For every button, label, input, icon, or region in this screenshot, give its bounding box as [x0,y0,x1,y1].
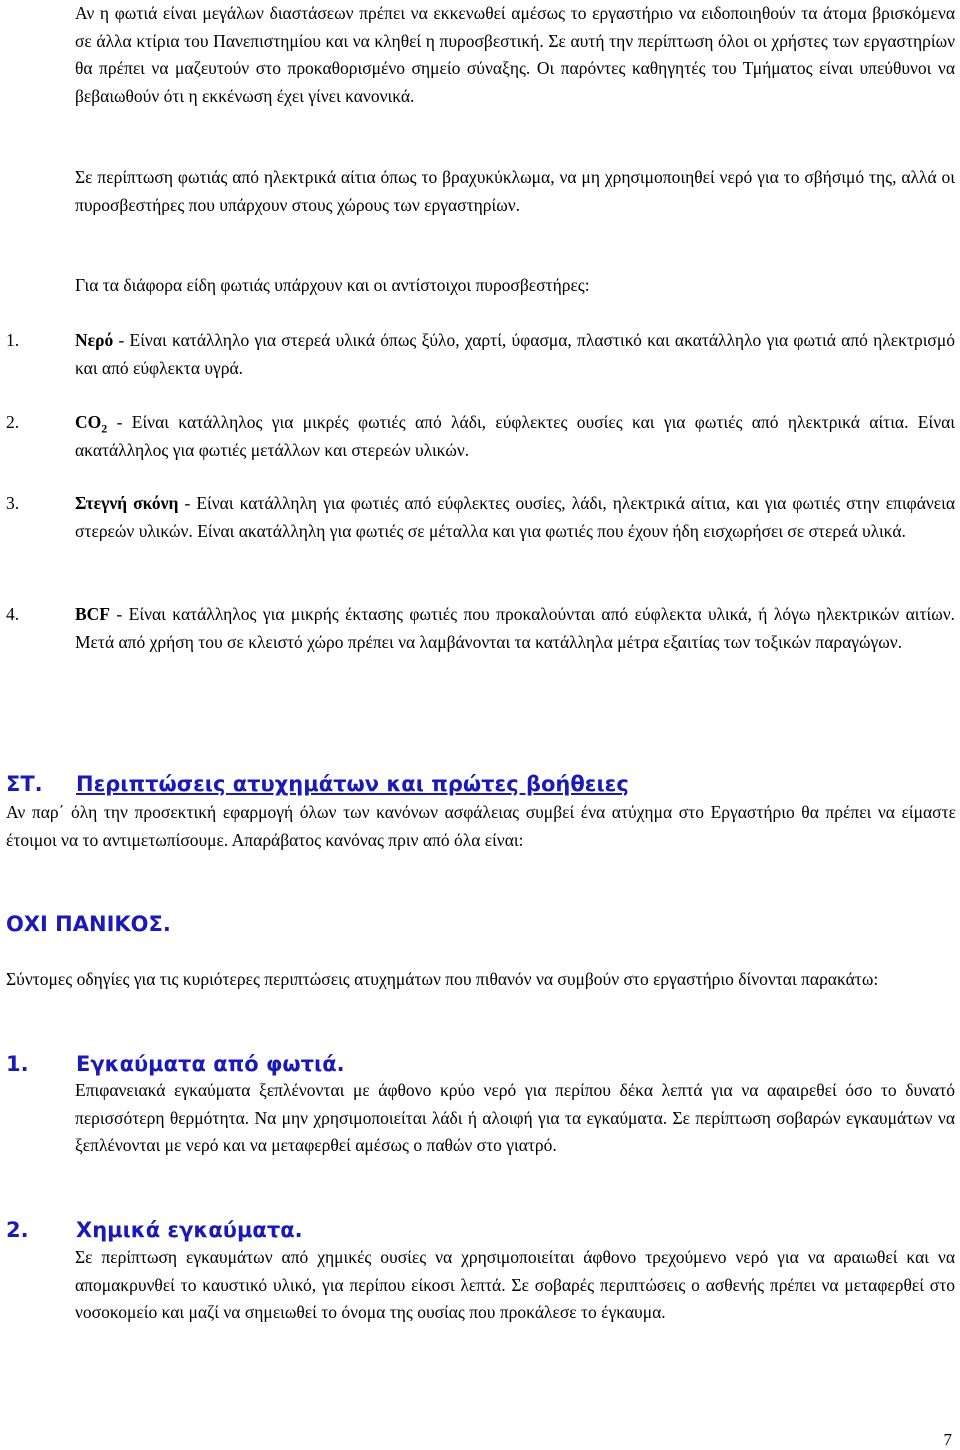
extinguisher-description: - Είναι κατάλληλος για μικρής έκτασης φωτιές που προκαλούνται από εύφλεκτα υλικά, ή λόγω ηλεκτρικών αιτίων. Μετά από χρήση του σε κλειστό χώρο πρέπει να λαμβάνονται τα κατάλληλα μέτρα εξαιτίας των τοξικών παραγώγων. [75,604,955,652]
case-heading: 2. Χημικά εγκαύματα. [6,1218,303,1242]
instructions-paragraph: Σύντομες οδηγίες για τις κυριότερες περιπτώσεις ατυχημάτων που πιθανόν να συμβούν στο εργαστήριο δίνονται παρακάτω: [6,969,879,989]
case-heading: 1. Εγκαύματα από φωτιά. [6,1052,345,1076]
list-item-text [75,490,955,545]
list-item-text [75,601,955,656]
list-item-text [75,327,955,382]
case-text: Σε περίπτωση εγκαυμάτων από χημικές ουσίες να χρησιμοποιείται άφθονο τρεχούμενο νερό για να αραιωθεί και να απομακρυνθεί το καυστικό υλικό, για περίπου είκοσι λεπτά. Σε σοβαρές περιπτώσεις ο ασθενής πρέπει να μεταφερθεί στο νοσοκομείο και μαζί να σημειωθεί το όνομα της ουσίας που προκάλεσε το έγκαυμα. [75,1247,955,1322]
no-panic-rule: ΟΧΙ ΠΑΝΙΚΟΣ. [6,912,171,936]
electrical-fire-paragraph: Σε περίπτωση φωτιάς από ηλεκτρικά αίτια όπως το βραχυκύκλωμα, να μη χρησιμοποιηθεί νερό για το σβήσιμό της, αλλά οι πυροσβεστήρες που υπάρχουν στους χώρους των εργαστηρίων. [75,167,955,215]
section-number: ΣΤ. [6,772,43,796]
extinguisher-name: Στεγνή σκόνη [75,493,179,513]
extinguisher-name: BCF [75,604,110,624]
list-number: 3. [6,493,20,513]
case-text: Επιφανειακά εγκαύματα ξεπλένονται με άφθονο κρύο νερό για περίπου δέκα λεπτά για να αφαιρεθεί όσο το δυνατό περισσότερη θερμότητα. Να μην χρησιμοποιείται λάδι ή αλοιφή για τα εγκαύματα. Σε περίπτωση σοβαρών εγκαυμάτων να ξεπλένονται με νερό και να μεταφερθεί αμέσως ο παθών στο γιατρό. [75,1080,955,1155]
extinguisher-description: - Είναι κατάλληλη για φωτιές από εύφλεκτες ουσίες, λάδι, ηλεκτρικά αίτια, και για φωτιές στην επιφάνεια στερεών υλικών. Είναι ακατάλληλη για φωτιές σε μέταλλα και για φωτιές που έχουν ήδη εισχωρήσει σε στερεά υλικά. [75,493,955,541]
extinguisher-types-intro: Για τα διάφορα είδη φωτιάς υπάρχουν και οι αντίστοιχοι πυροσβεστήρες: [75,275,590,295]
evacuation-paragraph: Αν η φωτιά είναι μεγάλων διαστάσεων πρέπει να εκκενωθεί αμέσως το εργαστήριο να ειδοποιηθούν τα άτομα βρισκόμενα σε άλλα κτίρια του Πανεπιστημίου και να κληθεί η πυροσβεστική. Σε αυτή την περίπτωση όλοι οι χρήστες των εργαστηρίων θα πρέπει να μαζευτούν στο προκαθορισμένο σημείο σύναξης. Οι παρόντες καθηγητές του Τμήματος είναι υπεύθυνοι να βεβαιωθούν ότι η εκκένωση έχει γίνει κανονικά. [75,3,955,106]
extinguisher-name: Νερό [75,330,114,350]
list-number: 4. [6,604,20,624]
list-number: 2. [6,412,20,432]
list-number: 1. [6,330,20,350]
list-item-text [75,409,955,464]
extinguisher-description: - Είναι κατάλληλο για στερεά υλικά όπως ξύλο, χαρτί, ύφασμα, πλαστικό και ακατάλληλο για φωτιά από ηλεκτρισμό και από εύφλεκτα υγρά. [75,330,955,378]
page-number: 7 [943,1430,952,1449]
section-heading [6,770,629,798]
extinguisher-description: - Είναι κατάλληλος για μικρές φωτιές από λάδι, εύφλεκτες ουσίες και για φωτιές από ηλεκτρικά αίτια. Είναι ακατάλληλος για φωτιές μετάλλων και στερεών υλικών. [75,412,955,460]
extinguisher-name: $CO_2$ [75,412,108,436]
section-title: Περιπτώσεις ατυχημάτων και πρώτες βοήθειες [76,772,629,796]
section-intro: Αν παρ΄ όλη την προσεκτική εφαρμογή όλων των κανόνων ασφάλειας συμβεί ένα ατύχημα στο Εργαστήριο θα πρέπει να είμαστε έτοιμοι να το αντιμετωπίσουμε. Απαράβατος κανόνας πριν από όλα είναι: [6,802,956,850]
